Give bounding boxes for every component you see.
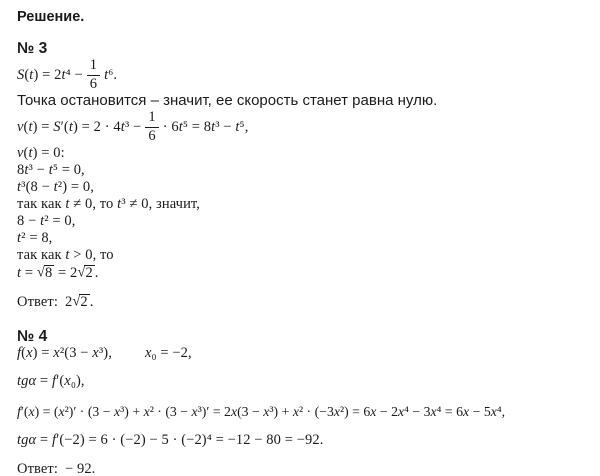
- formula-t-result: [17, 265, 595, 281]
- radicand: 2: [80, 294, 88, 310]
- fraction-denominator: 6: [148, 127, 156, 144]
- problem-4-section: [17, 329, 595, 476]
- answer-value-end: .: [89, 294, 94, 310]
- square-root: [72, 294, 89, 310]
- fraction: [145, 110, 158, 143]
- formula-segment: t⁶.: [104, 66, 118, 83]
- answer-value: − 92.: [64, 461, 96, 476]
- formula-segment: .: [94, 265, 99, 281]
- equation-line: 8 − t² = 0,: [17, 213, 76, 229]
- equation-line: так как t > 0, то: [17, 247, 114, 263]
- formula-segment: t =: [17, 265, 37, 281]
- equation-line: t³(8 − t²) = 0,: [17, 179, 94, 195]
- formula-s-of-t: [17, 59, 595, 91]
- problem-3-heading: № 3: [17, 40, 48, 57]
- solution-title: Решение.: [17, 9, 85, 25]
- formula-segment: = 2: [54, 265, 78, 281]
- formula-segment: v(t) = S′(t) = 2 · 4t³ −: [17, 118, 142, 135]
- square-root: [77, 265, 94, 281]
- formula-derivative: f′(x) = (x²)′ · (3 − x³) + x² · (3 − x³)′ = 2x(3 − x³) + x² · (−3x²) = 6x − 2x⁴ − 3x⁴ = 6x − 5x⁴,: [17, 404, 506, 419]
- formula-v-of-t: [17, 110, 595, 144]
- radical-icon: √: [72, 293, 81, 310]
- radical-icon: √: [77, 264, 86, 281]
- fraction-denominator: 6: [89, 75, 98, 92]
- fraction-numerator: 1: [87, 58, 100, 75]
- formula-tg-alpha-value: tgα = f′(−2) = 6 · (−2) − 5 · (−2)⁴ = −12 − 80 = −92.: [17, 432, 324, 448]
- x0-value: x₀ = −2,: [144, 345, 192, 361]
- problem-3-section: [17, 41, 595, 310]
- answer-label: Ответ:: [17, 294, 58, 310]
- equation-line: так как t ≠ 0, то t³ ≠ 0, значит,: [17, 196, 201, 212]
- radicand: 8: [44, 265, 53, 281]
- equation-line: t² = 8,: [17, 230, 53, 246]
- formula-segment: f(x) = x²(3 − x³),: [17, 345, 112, 361]
- formula-f-of-x: [17, 346, 595, 361]
- fraction: [87, 58, 100, 91]
- formula-tg-alpha: tgα = f′(x₀),: [17, 373, 85, 389]
- equation-line: v(t) = 0:: [17, 145, 65, 161]
- radical-icon: √: [36, 264, 45, 281]
- problem-4-heading: № 4: [17, 328, 48, 345]
- equation-line: 8t³ − t⁵ = 0,: [17, 162, 85, 178]
- answer-problem-3: [17, 294, 595, 310]
- square-root: [37, 265, 54, 281]
- formula-segment: · 6t⁵ = 8t³ − t⁵,: [162, 118, 249, 135]
- fraction-numerator: 1: [145, 110, 158, 127]
- explanation-text: Точка остановится – значит, ее скорость станет равна нулю.: [17, 92, 438, 109]
- answer-problem-4: [17, 462, 595, 476]
- formula-segment: S(t) = 2t⁴ −: [17, 66, 83, 83]
- answer-label: Ответ:: [17, 461, 58, 476]
- radicand: 2: [85, 265, 93, 281]
- answer-value: 2: [64, 294, 73, 310]
